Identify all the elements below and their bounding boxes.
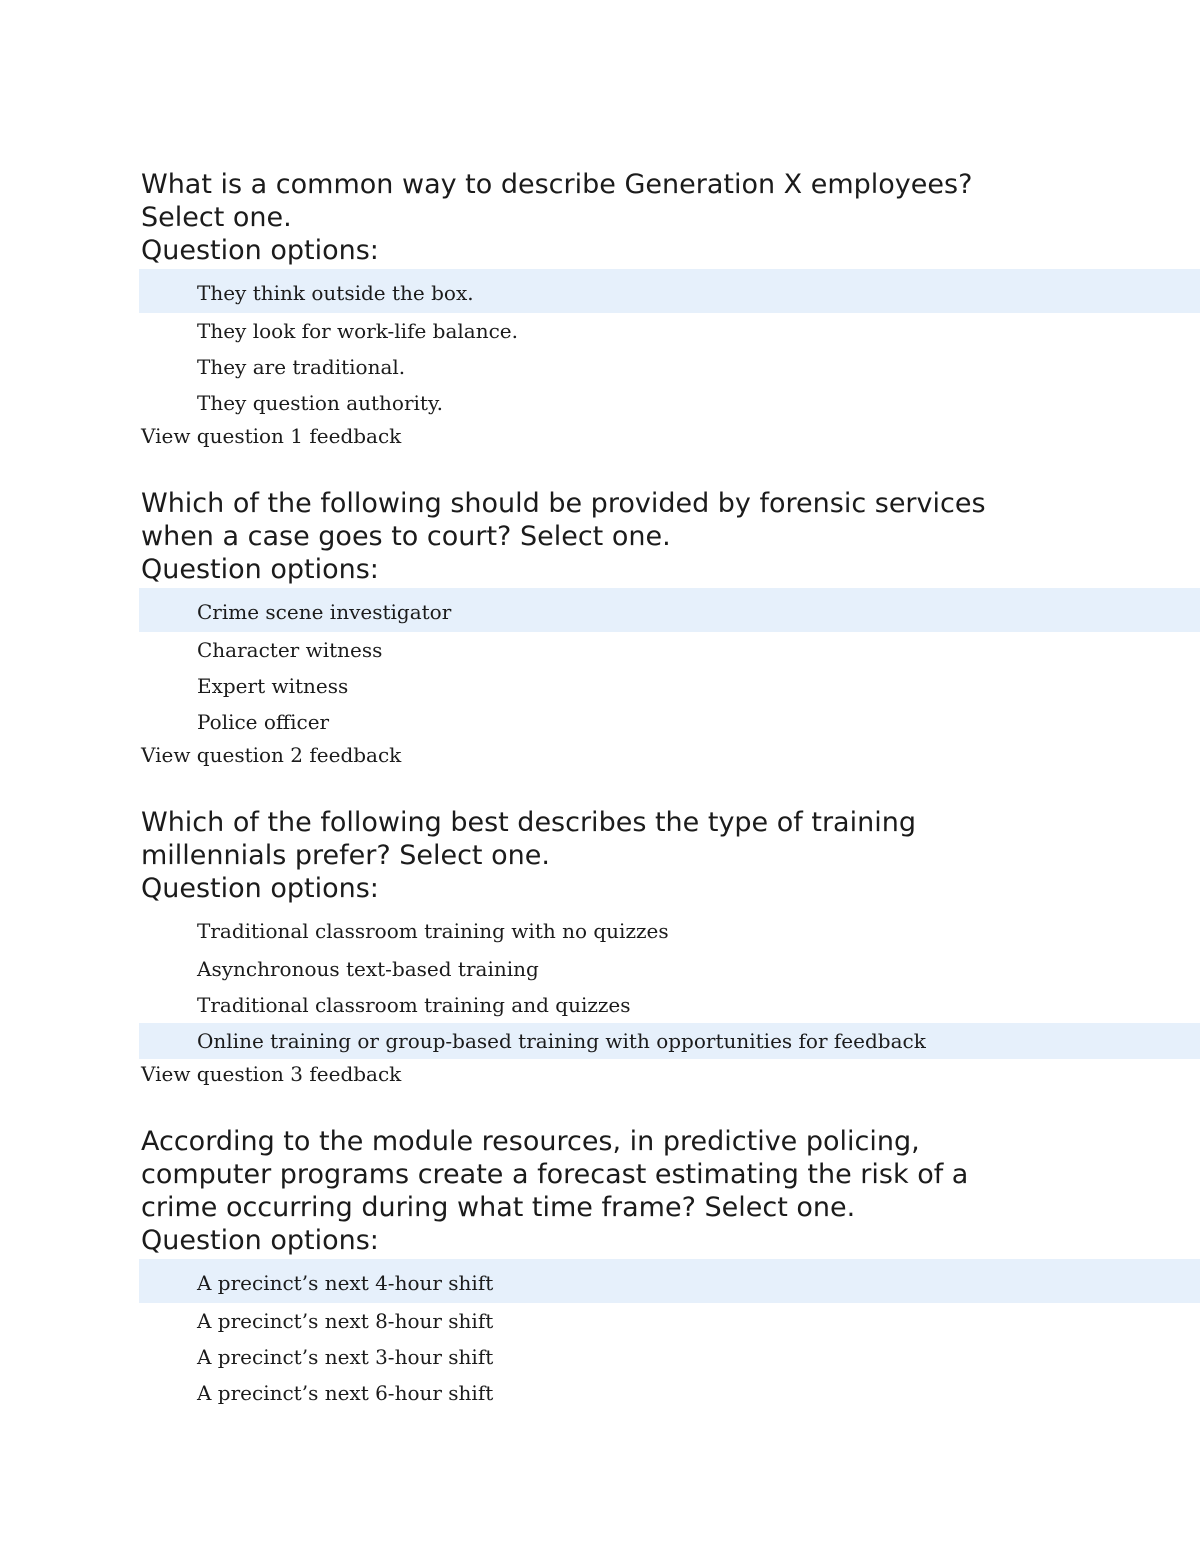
question-2-options: [139, 588, 1200, 740]
question-2-option-1[interactable]: Crime scene investigator: [139, 588, 1200, 632]
question-2-options-label: Question options:: [141, 554, 379, 585]
question-2-option-3[interactable]: Expert witness: [197, 674, 349, 698]
question-3-option-3[interactable]: Traditional classroom training and quizzes: [197, 993, 631, 1017]
question-1-option-2[interactable]: They look for work-life balance.: [197, 319, 518, 343]
question-4-option-2[interactable]: A precinct’s next 8-hour shift: [197, 1309, 494, 1333]
question-3-options-label: Question options:: [141, 873, 379, 904]
question-4-options-label: Question options:: [141, 1225, 379, 1256]
question-2-option-4[interactable]: Police officer: [197, 710, 330, 734]
question-2-title: Which of the following should be provided by forensic services when a case goes to court? Select one.: [141, 488, 986, 552]
question-3-options: [139, 907, 1200, 1059]
question-1-title: What is a common way to describe Generation X employees? Select one.: [141, 169, 973, 233]
question-1: [141, 168, 1200, 451]
question-1-option-1[interactable]: They think outside the box.: [139, 269, 1200, 313]
question-4: [141, 1125, 1200, 1411]
question-1-options-label: Question options:: [141, 235, 379, 266]
question-4-option-3[interactable]: A precinct’s next 3-hour shift: [197, 1345, 494, 1369]
question-1-options: [139, 269, 1200, 421]
question-3-title: Which of the following best describes the type of training millennials prefer? Select one.: [141, 807, 916, 871]
question-4-option-1[interactable]: A precinct’s next 4-hour shift: [139, 1259, 1200, 1303]
question-3-option-2[interactable]: Asynchronous text-based training: [197, 957, 539, 981]
question-3-option-1[interactable]: Traditional classroom training with no quizzes: [197, 919, 669, 943]
question-2: [141, 487, 1200, 770]
question-2-feedback-link[interactable]: View question 2 feedback: [141, 743, 402, 767]
question-4-title: According to the module resources, in predictive policing, computer programs create a forecast estimating the risk of a crime occurring during what time frame? Select one.: [141, 1126, 969, 1223]
question-3-feedback-link[interactable]: View question 3 feedback: [141, 1062, 402, 1086]
question-1-feedback-link[interactable]: View question 1 feedback: [141, 424, 402, 448]
question-4-options: [139, 1259, 1200, 1411]
question-4-option-4[interactable]: A precinct’s next 6-hour shift: [197, 1381, 494, 1405]
question-3: [141, 806, 1200, 1089]
question-1-option-4[interactable]: They question authority.: [197, 391, 443, 415]
question-1-option-3[interactable]: They are traditional.: [197, 355, 406, 379]
question-2-option-2[interactable]: Character witness: [197, 638, 383, 662]
question-3-option-4[interactable]: Online training or group-based training with opportunities for feedback: [139, 1023, 1200, 1059]
